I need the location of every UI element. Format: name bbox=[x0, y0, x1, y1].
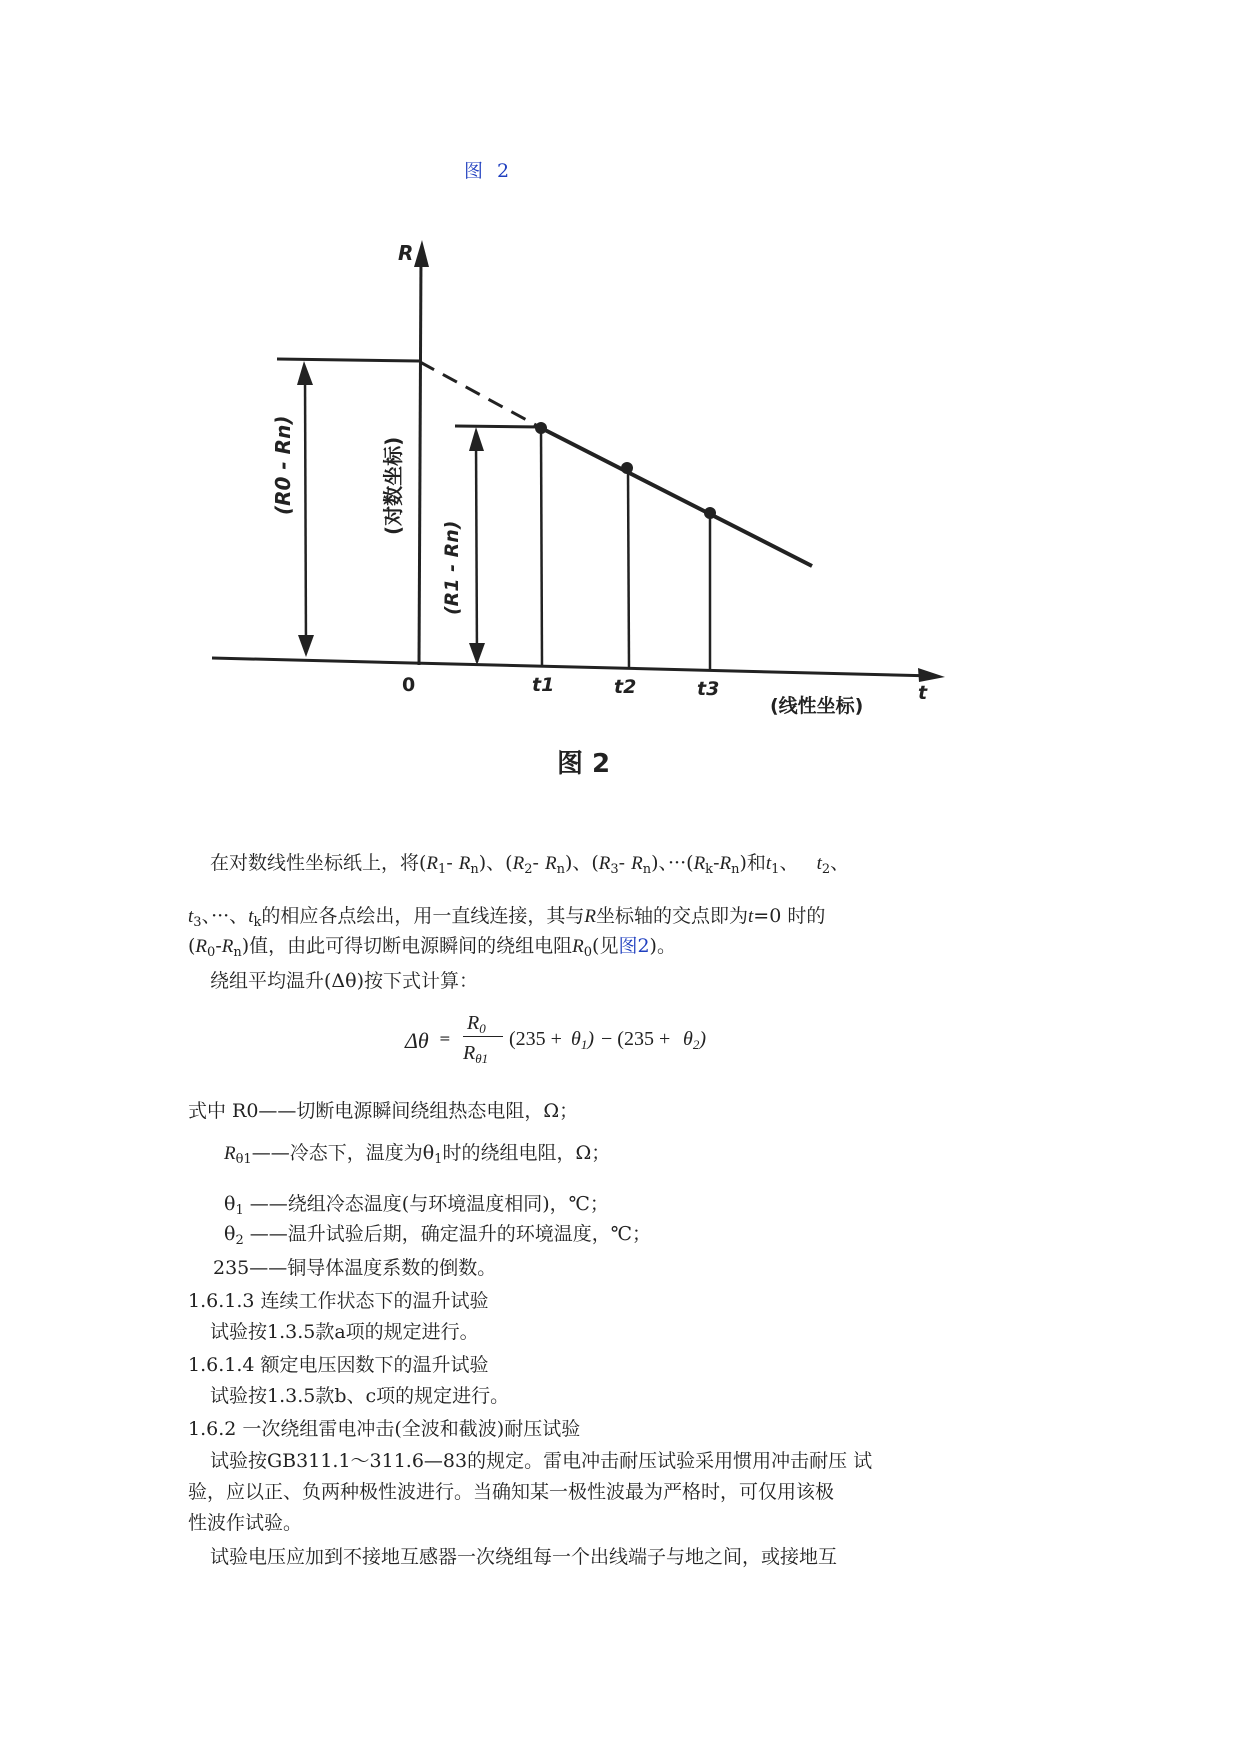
section-1-6-2-heading: 1.6.2 一次绕组雷电冲击(全波和截波)耐压试验 bbox=[188, 1418, 581, 1440]
dim-right-arrow-bottom bbox=[469, 643, 485, 665]
tick-t3: t3 bbox=[697, 678, 720, 700]
dim-right-arrow-top bbox=[469, 427, 484, 451]
dim-left-arrow-bottom bbox=[298, 635, 314, 657]
tick-t2: t2 bbox=[614, 676, 637, 698]
definition-theta1: $\theta_1$ ——绕组冷态温度(与环境温度相同)，℃； bbox=[224, 1193, 609, 1218]
x-axis-arrow bbox=[918, 668, 945, 682]
dim-left-line bbox=[305, 375, 306, 653]
y-axis-scale-note: (对数坐标) bbox=[381, 436, 405, 535]
section-1-6-2-body-line-1: 试验按GB311.1～311.6—83的规定。雷电冲击耐压试验采用惯用冲击耐压 试 bbox=[210, 1450, 873, 1472]
section-1-6-2-body-line-3: 性波作试验。 bbox=[188, 1512, 303, 1534]
y-axis-arrow bbox=[414, 240, 429, 267]
paragraph-1-line-2: $t_3$、···、$t_k$的相应各点绘出，用一直线连接，其与R坐标轴的交点即为t=0 时的 bbox=[188, 905, 826, 930]
figure-top-caption[interactable]: 图 2 bbox=[464, 160, 514, 182]
x-axis-label: t bbox=[918, 682, 928, 704]
t2-vertical bbox=[628, 469, 629, 669]
r0-level-line bbox=[277, 359, 419, 361]
dim-left-label: (R0 - Rn) bbox=[271, 415, 295, 515]
section-1-6-1-4-body: 试验按1.3.5款b、c项的规定进行。 bbox=[210, 1385, 510, 1407]
section-1-6-2-body-line-2: 验，应以正、负两种极性波进行。当确知某一极性波最为严格时，可仅用该极 bbox=[188, 1481, 835, 1503]
temperature-rise-formula: Δθ = $R_0$ $R_{\theta 1}$ (235 + $\theta_1$) − (235 + $\theta_2$) bbox=[405, 1012, 706, 1066]
y-axis-label: R bbox=[398, 241, 414, 265]
fit-line bbox=[545, 430, 812, 566]
origin-label: 0 bbox=[402, 674, 416, 696]
definition-rtheta1: $R_{\theta 1}——$冷态下，温度为$\theta_1$时的绕组电阻，Ω； bbox=[224, 1142, 611, 1167]
figure-2-diagram bbox=[200, 225, 960, 795]
tick-t1: t1 bbox=[532, 674, 555, 696]
section-1-6-1-3-body: 试验按1.3.5款a项的规定进行。 bbox=[210, 1321, 479, 1343]
data-point-1 bbox=[535, 422, 547, 434]
extrapolation-dashed-line bbox=[420, 362, 545, 430]
paragraph-1-line-1: 在对数线性坐标纸上，将($R_1-$ $R_n$)、($R_2-$ $R_n$)、($R_3-$ $R_n$)、$\cdot\cdot\cdot(R_k-R_n)$和$t_1$、 $t_2$、 bbox=[210, 852, 850, 877]
section-1-6-1-3-heading: 1.6.1.3 连续工作状态下的温升试验 bbox=[188, 1290, 489, 1312]
data-point-2 bbox=[621, 462, 633, 474]
y-axis bbox=[419, 255, 421, 665]
definition-r0: 式中 R0——切断电源瞬间绕组热态电阻，Ω； bbox=[188, 1100, 579, 1122]
paragraph-2: 绕组平均温升(Δθ)按下式计算： bbox=[210, 970, 478, 992]
dim-right-line bbox=[476, 439, 477, 662]
definition-theta2: $\theta_2$ ——温升试验后期，确定温升的环境温度，℃； bbox=[224, 1223, 652, 1248]
definition-235: 235——铜导体温度系数的倒数。 bbox=[213, 1257, 497, 1279]
x-axis-scale-note: (线性坐标) bbox=[770, 695, 864, 717]
dim-right-label: (R1 - Rn) bbox=[441, 520, 463, 615]
t1-vertical bbox=[541, 428, 542, 667]
paragraph-1-line-3: $(R_0-R_n)$值，由此可得切断电源瞬间的绕组电阻$R_0$(见图2)。 bbox=[188, 935, 676, 960]
figure-2-link[interactable]: 图2 bbox=[618, 935, 650, 957]
x-axis bbox=[212, 658, 935, 676]
paragraph-test-voltage: 试验电压应加到不接地互感器一次绕组每一个出线端子与地之间，或接地互 bbox=[210, 1546, 838, 1568]
section-1-6-1-4-heading: 1.6.1.4 额定电压因数下的温升试验 bbox=[188, 1354, 489, 1376]
data-point-3 bbox=[704, 507, 716, 519]
figure-bottom-caption: 图 2 bbox=[557, 749, 611, 779]
r1-level-line bbox=[455, 426, 541, 427]
dim-left-arrow-top bbox=[297, 361, 313, 385]
